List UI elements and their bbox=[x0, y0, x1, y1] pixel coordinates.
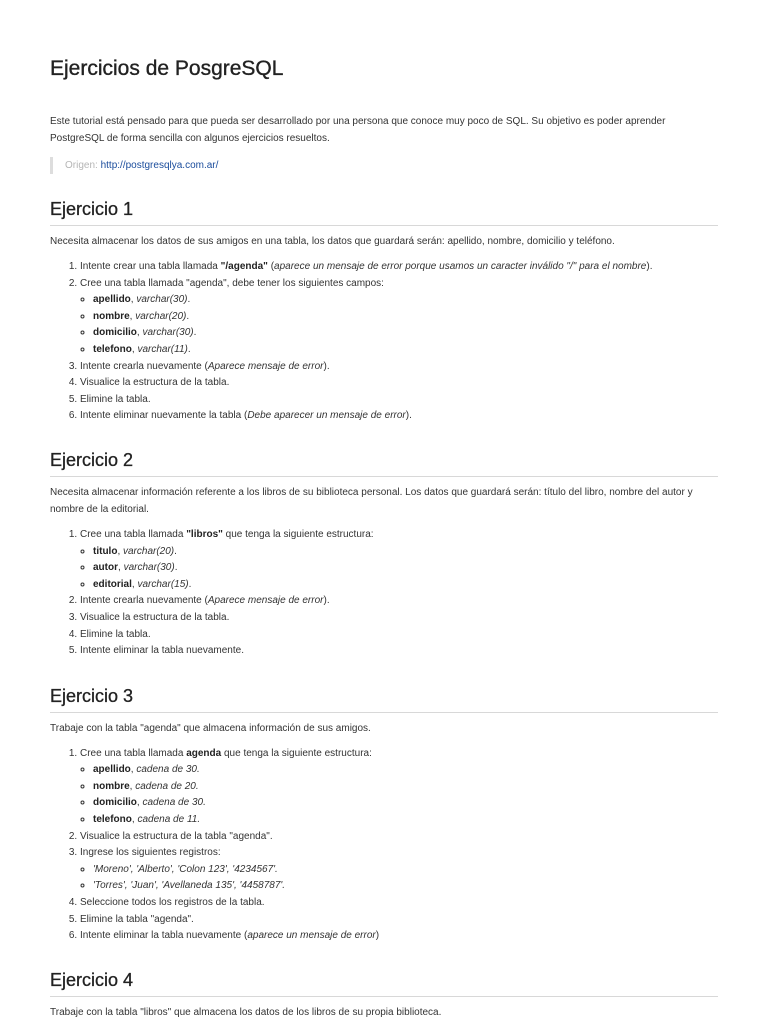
field-item: ◦ titulo, varchar(20). bbox=[93, 544, 718, 561]
field-item: ◦ editorial, varchar(15). bbox=[93, 577, 718, 594]
exercise-1-description: Necesita almacenar los datos de sus amigos en una tabla, los datos que guardará serán: apellido, nombre, domicilio y teléfono. bbox=[50, 236, 615, 247]
list-item: 5. Elimine la tabla. bbox=[80, 392, 718, 409]
exercise-4 bbox=[50, 969, 718, 1021]
page-title: Ejercicios de PosgreSQL bbox=[50, 57, 284, 80]
source-link[interactable]: http://postgresqlya.com.ar/ bbox=[100, 160, 219, 171]
field-list bbox=[80, 762, 718, 828]
list-item: 6. Intente eliminar nuevamente la tabla (Debe aparecer un mensaje de error). bbox=[80, 408, 718, 425]
exercise-1-title: Ejercicio 1 bbox=[50, 198, 718, 226]
source-quote bbox=[50, 157, 718, 174]
record-item: ◦ 'Moreno', 'Alberto', 'Colon 123', '4234567'. bbox=[93, 862, 718, 879]
list-item: 1. Cree una tabla llamada "libros" que tenga la siguiente estructura: ◦ titulo, varchar(20). ◦ autor, varchar(30). ◦ editorial, varchar(15). bbox=[80, 527, 718, 593]
exercise-3-description: Trabaje con la tabla "agenda" que almacena información de sus amigos. bbox=[50, 722, 371, 734]
exercise-3 bbox=[50, 685, 718, 945]
record-item: ◦ 'Torres', 'Juan', 'Avellaneda 135', '4458787'. bbox=[93, 878, 718, 895]
intro-paragraph: Este tutorial está pensado para que pueda ser desarrollado por una persona que conoce muy poco de SQL. Su objetivo es poder aprender PostgreSQL de forma sencilla con algunos ejercicios resueltos. bbox=[50, 116, 666, 144]
field-item: ◦ nombre, cadena de 20. bbox=[93, 779, 718, 796]
list-item: 1. Intente crear una tabla llamada "/agenda" (aparece un mensaje de error porque usamos un caracter inválido "/" para el nombre). bbox=[80, 259, 718, 276]
field-item: ◦ apellido, cadena de 30. bbox=[93, 762, 718, 779]
exercise-3-title: Ejercicio 3 bbox=[50, 685, 718, 713]
list-item: 2. Visualice la estructura de la tabla "agenda". bbox=[80, 829, 718, 846]
list-item: 1. Cree una tabla llamada agenda que tenga la siguiente estructura: ◦ apellido, cadena de 30. ◦ nombre, cadena de 20. ◦ domicilio, cadena de 30. ◦ telefono, cadena de 11. bbox=[80, 746, 718, 829]
exercise-2-steps bbox=[50, 527, 718, 660]
field-item: ◦ autor, varchar(30). bbox=[93, 560, 718, 577]
field-list bbox=[80, 544, 718, 594]
list-item: 6. Intente eliminar la tabla nuevamente (aparece un mensaje de error) bbox=[80, 928, 718, 945]
list-item: 2. Cree una tabla llamada "agenda", debe tener los siguientes campos: ◦ apellido, varchar(30). ◦ nombre, varchar(20). ◦ domicilio, varchar(30). ◦ telefono, varchar(11). bbox=[80, 276, 718, 359]
exercise-1 bbox=[50, 198, 718, 425]
exercise-2 bbox=[50, 449, 718, 660]
exercise-4-title: Ejercicio 4 bbox=[50, 969, 718, 997]
list-item: 3. Visualice la estructura de la tabla. bbox=[80, 610, 718, 627]
exercise-2-title: Ejercicio 2 bbox=[50, 449, 718, 477]
exercise-4-description: Trabaje con la tabla "libros" que almacena los datos de los libros de su propia biblioteca. bbox=[50, 1006, 442, 1018]
field-list bbox=[80, 292, 718, 358]
field-item: ◦ nombre, varchar(20). bbox=[93, 309, 718, 326]
record-list bbox=[80, 862, 718, 895]
field-item: ◦ telefono, varchar(11). bbox=[93, 342, 718, 359]
list-item: 4. Seleccione todos los registros de la tabla. bbox=[80, 895, 718, 912]
field-item: ◦ domicilio, varchar(30). bbox=[93, 325, 718, 342]
list-item: 3. Ingrese los siguientes registros: ◦ 'Moreno', 'Alberto', 'Colon 123', '4234567'. ◦ 'Torres', 'Juan', 'Avellaneda 135', '4458787'. bbox=[80, 845, 718, 895]
list-item: 4. Visualice la estructura de la tabla. bbox=[80, 375, 718, 392]
field-item: ◦ telefono, cadena de 11. bbox=[93, 812, 718, 829]
field-item: ◦ domicilio, cadena de 30. bbox=[93, 795, 718, 812]
list-item: 5. Elimine la tabla "agenda". bbox=[80, 912, 718, 929]
source-label: Origen: bbox=[65, 160, 98, 171]
exercise-2-description: Necesita almacenar información referente a los libros de su biblioteca personal. Los datos que guardará serán: título del libro, nombre del autor y nombre de la editorial. bbox=[50, 486, 693, 515]
exercise-3-steps bbox=[50, 746, 718, 945]
list-item: 4. Elimine la tabla. bbox=[80, 627, 718, 644]
list-item: 3. Intente crearla nuevamente (Aparece mensaje de error). bbox=[80, 359, 718, 376]
list-item: 2. Intente crearla nuevamente (Aparece mensaje de error). bbox=[80, 593, 718, 610]
exercise-1-steps bbox=[50, 259, 718, 425]
field-item: ◦ apellido, varchar(30). bbox=[93, 292, 718, 309]
list-item: 5. Intente eliminar la tabla nuevamente. bbox=[80, 643, 718, 660]
